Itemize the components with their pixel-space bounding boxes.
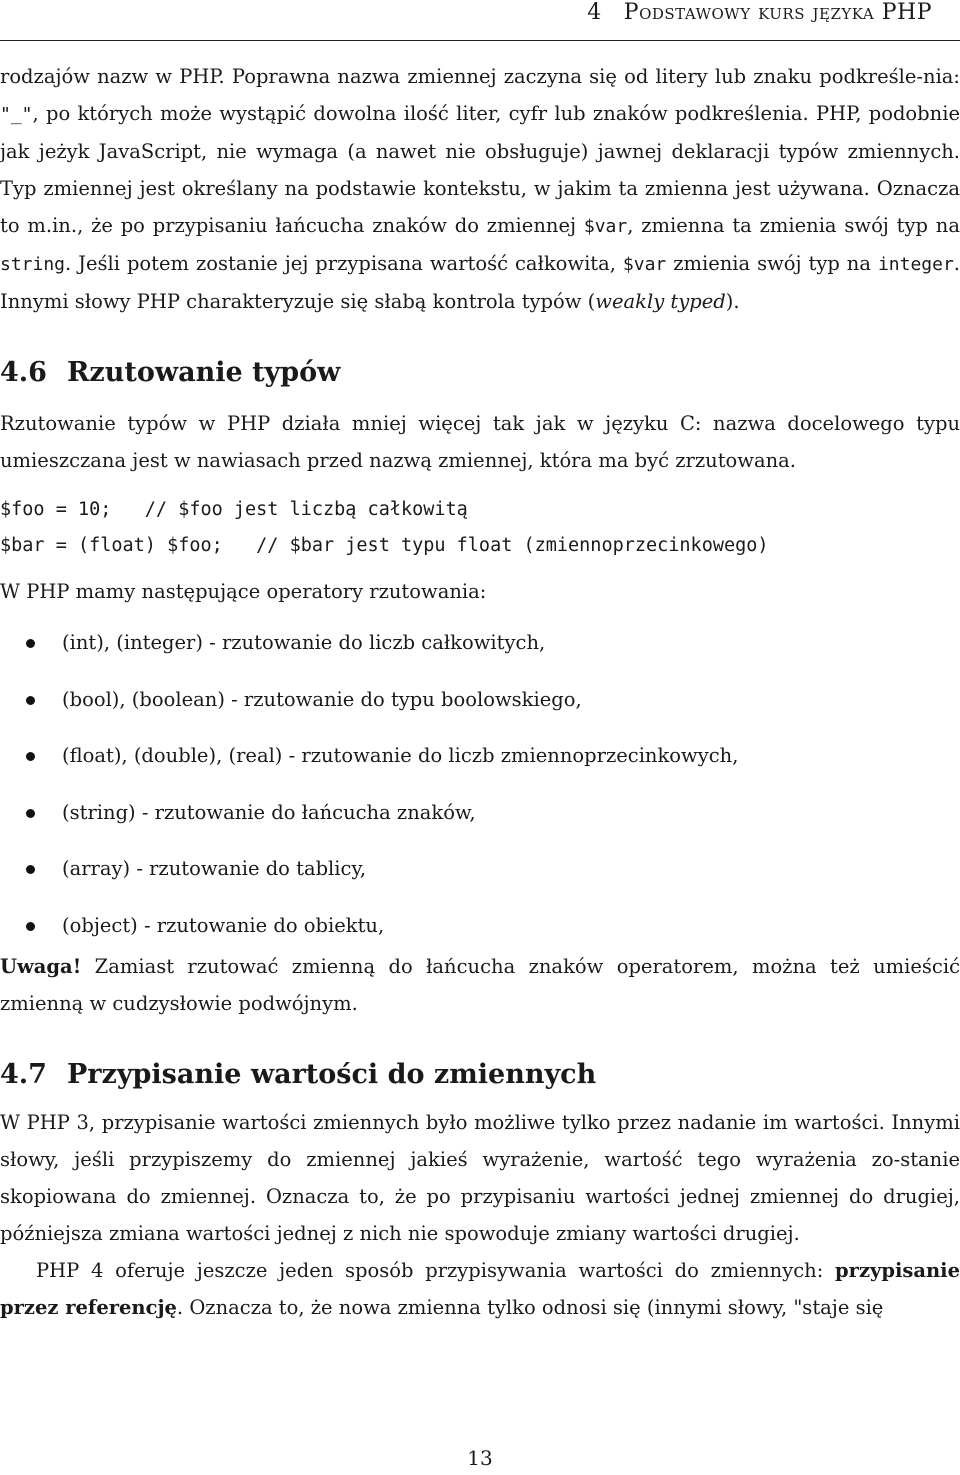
code-line: $foo = 10; // $foo jest liczbą całkowitą	[0, 499, 468, 520]
inline-code: $var	[622, 254, 667, 275]
list-item-text: (array) - rzutowanie do tablicy,	[62, 857, 367, 880]
bullet-icon	[26, 696, 35, 705]
bullet-icon	[26, 752, 35, 761]
warning-text: Zamiast rzutować zmienną do łańcucha znaków operatorem, można też umieścić zmienną w cudzysłowie podwójnym.	[0, 954, 960, 1015]
section-title: Przypisanie wartości do zmiennych	[66, 1058, 597, 1090]
warning-paragraph	[0, 948, 960, 1022]
page-number: 13	[467, 1446, 493, 1470]
italic-term: weakly typed	[595, 290, 726, 313]
section-number: 4.7	[0, 1058, 47, 1090]
list-item-text: (object) - rzutowanie do obiektu,	[62, 913, 385, 937]
operators-list	[0, 625, 960, 948]
inline-code: integer	[877, 254, 954, 275]
list-item-text: (int), (integer) - rzutowanie do liczb całkowitych,	[62, 631, 546, 654]
text-run: , po których może wystąpić dowolna ilość liter, cyfr lub znaków podkreślenia. PHP, podobnie jak jeżyk JavaScript, nie wymaga (a nawet nie obsługuje) jawnej deklaracji typów zmiennych. Typ zmiennej jest określany na podstawie kontekstu, w jakim ta zmienna jest używana. Oznacza to m.in., że po przypisaniu łańcucha znaków do zmiennej	[0, 102, 960, 237]
text-run: rodzajów nazw w PHP. Poprawna nazwa zmiennej zaczyna się od litery lub znaku podkreśle-nia:	[0, 65, 960, 88]
header-text	[587, 0, 932, 25]
text-run: . Oznacza to, że nowa zmienna tylko odnosi się (innymi słowy, "staje się	[176, 1295, 884, 1319]
inline-code: "_"	[0, 104, 33, 125]
bold-term: przypisanie przez referencję	[0, 1258, 960, 1319]
text-run: . Innymi słowy PHP charakteryzuje się słabą kontrola typów (	[0, 252, 960, 313]
code-line: $bar = (float) $foo; // $bar jest typu float (zmiennoprzecinkowego)	[0, 535, 769, 556]
list-item	[0, 908, 960, 948]
inline-code: $var	[583, 216, 628, 237]
inline-code: string	[0, 254, 66, 275]
chapter-number: 4	[587, 0, 602, 25]
list-item	[0, 738, 960, 795]
text-run: , zmienna ta zmienia swój typ na	[627, 214, 960, 237]
warning-label: Uwaga!	[0, 954, 82, 978]
code-example	[0, 492, 960, 564]
text-run: PHP 4 oferuje jeszcze jeden sposób przypisywania wartości do zmiennych:	[36, 1258, 836, 1282]
section-heading-4-6	[0, 353, 960, 393]
list-item-text: (string) - rzutowanie do łańcucha znaków,	[62, 800, 476, 824]
section-heading-4-7	[0, 1055, 960, 1095]
running-header	[0, 0, 960, 41]
bullet-icon	[26, 639, 35, 648]
text-run: ).	[725, 290, 740, 313]
chapter-title: Podstawowy kurs języka PHP	[623, 0, 932, 25]
bullet-icon	[26, 865, 35, 874]
section-title: Rzutowanie typów	[66, 357, 341, 388]
list-item	[0, 625, 960, 682]
operators-intro: W PHP mamy następujące operatory rzutowania:	[0, 580, 487, 603]
list-item-text: (bool), (boolean) - rzutowanie do typu boolowskiego,	[62, 687, 582, 711]
section-number: 4.6	[0, 357, 47, 388]
text-run: zmienia swój typ na	[666, 252, 878, 275]
bullet-icon	[26, 809, 35, 818]
list-item	[0, 682, 960, 739]
text-run: . Jeśli potem zostanie jej przypisana wartość całkowita,	[65, 252, 623, 275]
reference-paragraph	[0, 1252, 960, 1326]
page-content	[0, 58, 960, 1326]
assignment-paragraph: W PHP 3, przypisanie wartości zmiennych było możliwe tylko przez nadanie im wartości. Innymi słowy, jeśli przypiszemy do zmiennej jakieś wyrażenie, wartość tego wyrażenia zo-stanie skopiowana do zmiennej. Oznacza to, że po przypisaniu wartości jednej zmiennej do drugiej, późniejsza zmiana wartości jednej z nich nie spowoduje zmiany wartości drugiej.	[0, 1110, 960, 1245]
intro-paragraph	[0, 58, 960, 320]
list-item-text: (float), (double), (real) - rzutowanie do liczb zmiennoprzecinkowych,	[62, 744, 739, 767]
list-item	[0, 795, 960, 852]
bullet-icon	[26, 922, 35, 931]
casting-paragraph: Rzutowanie typów w PHP działa mniej więcej tak jak w języku C: nazwa docelowego typu umieszczana jest w nawiasach przed nazwą zmiennej, która ma być zrzutowana.	[0, 412, 960, 472]
list-item	[0, 851, 960, 908]
